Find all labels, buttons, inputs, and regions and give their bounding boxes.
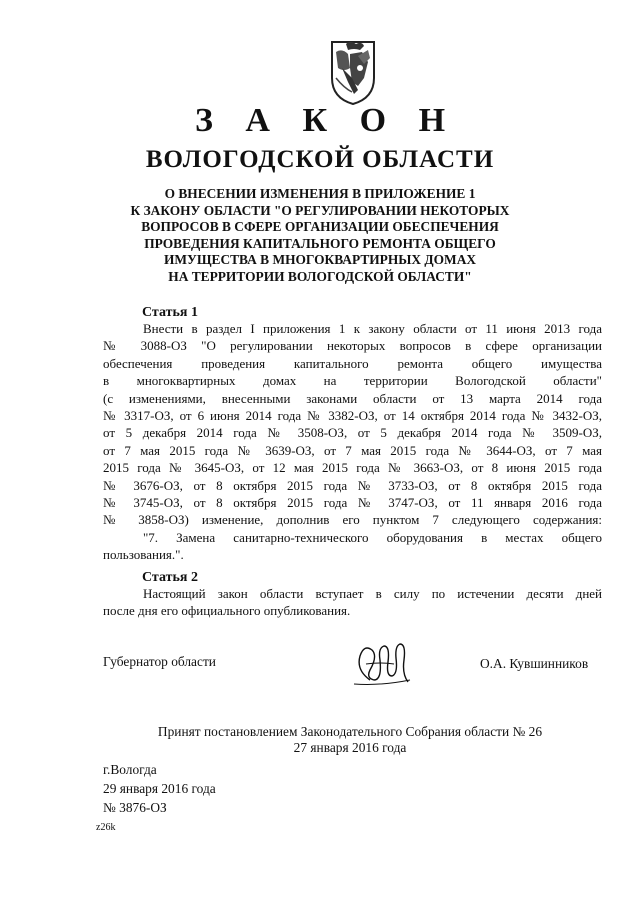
subtitle-line: ИМУЩЕСТВА В МНОГОКВАРТИРНЫХ ДОМАХ <box>163 252 477 267</box>
article-1-line: № 3317-ОЗ, от 6 июня 2014 года № 3382-ОЗ, от 14 октября 2014 года № 3432-ОЗ, <box>103 408 602 424</box>
document-type-title: З А К О Н <box>194 102 458 139</box>
article-1-line: № 3858-ОЗ) изменение, дополнив его пунктом 7 следующего содержания: <box>103 512 602 528</box>
article-1-line: Внести в раздел I приложения 1 к закону области от 11 июня 2013 года <box>143 321 602 336</box>
place-and-date <box>103 760 216 817</box>
article-1-heading: Статья 1 <box>142 305 198 320</box>
signatory-position: Губернатор области <box>103 654 216 669</box>
article-1-line: (с изменениями, внесенными законами области от 13 марта 2014 года <box>103 390 602 406</box>
article-1-line: № 3676-ОЗ, от 8 октября 2015 года № 3733-ОЗ, от 8 октября 2015 года <box>103 477 602 493</box>
law-number: № 3876-ОЗ <box>103 800 167 815</box>
vologda-coat-of-arms-icon <box>328 38 378 106</box>
law-subtitle <box>90 186 550 285</box>
article-2-line: после дня его официального опубликования. <box>103 603 351 619</box>
article-2-line: Настоящий закон области вступает в силу по истечении десяти дней <box>143 586 602 601</box>
article-1-line: обеспечения проведения капитального ремонта общего имущества <box>103 355 602 371</box>
article-2-heading: Статья 2 <box>142 570 198 585</box>
article-1-line: в многоквартирных домах на территории Вологодской области" <box>103 373 602 389</box>
adoption-date: 27 января 2016 года <box>293 740 407 755</box>
article-1-line: от 7 мая 2015 года № 3639-ОЗ, от 7 мая 2015 года № 3644-ОЗ, от 7 мая <box>103 442 602 458</box>
document-code: z26k <box>96 822 116 833</box>
handwritten-signature <box>350 640 412 688</box>
article-1-line: пользования.". <box>103 547 184 563</box>
subtitle-line: К ЗАКОНУ ОБЛАСТИ "О РЕГУЛИРОВАНИИ НЕКОТОРЫХ <box>130 202 510 218</box>
signatory-name: О.А. Кувшинников <box>480 656 589 671</box>
article-1-line: № 3745-ОЗ, от 8 октября 2015 года № 3747-ОЗ, от 11 января 2016 года <box>103 495 602 511</box>
city: г.Вологда <box>103 762 157 777</box>
article-1-line: 2015 года № 3645-ОЗ, от 12 мая 2015 года № 3663-ОЗ, от 8 июня 2015 года <box>103 460 602 476</box>
subtitle-line: ПРОВЕДЕНИЯ КАПИТАЛЬНОГО РЕМОНТА ОБЩЕГО <box>144 235 496 251</box>
adoption-line: Принят постановлением Законодательного Собрания области № 26 <box>157 724 543 739</box>
subtitle-line: О ВНЕСЕНИИ ИЗМЕНЕНИЯ В ПРИЛОЖЕНИЕ 1 <box>164 186 476 201</box>
article-2-body <box>103 585 602 620</box>
signing-date: 29 января 2016 года <box>103 781 216 796</box>
article-1-body <box>103 320 602 564</box>
region-title: ВОЛОГОДСКОЙ ОБЛАСТИ <box>145 146 495 173</box>
subtitle-line: НА ТЕРРИТОРИИ ВОЛОГОДСКОЙ ОБЛАСТИ" <box>168 268 472 284</box>
subtitle-line: ВОПРОСОВ В СФЕРЕ ОРГАНИЗАЦИИ ОБЕСПЕЧЕНИЯ <box>141 219 499 234</box>
article-1-line: "7. Замена санитарно-технического оборудования в местах общего <box>143 529 602 545</box>
article-1-line: от 5 декабря 2014 года № 3508-ОЗ, от 5 декабря 2014 года № 3509-ОЗ, <box>103 425 602 441</box>
article-1-line: № 3088-ОЗ "О регулировании некоторых вопросов в сфере организации <box>103 338 602 354</box>
adoption-note <box>0 724 640 756</box>
